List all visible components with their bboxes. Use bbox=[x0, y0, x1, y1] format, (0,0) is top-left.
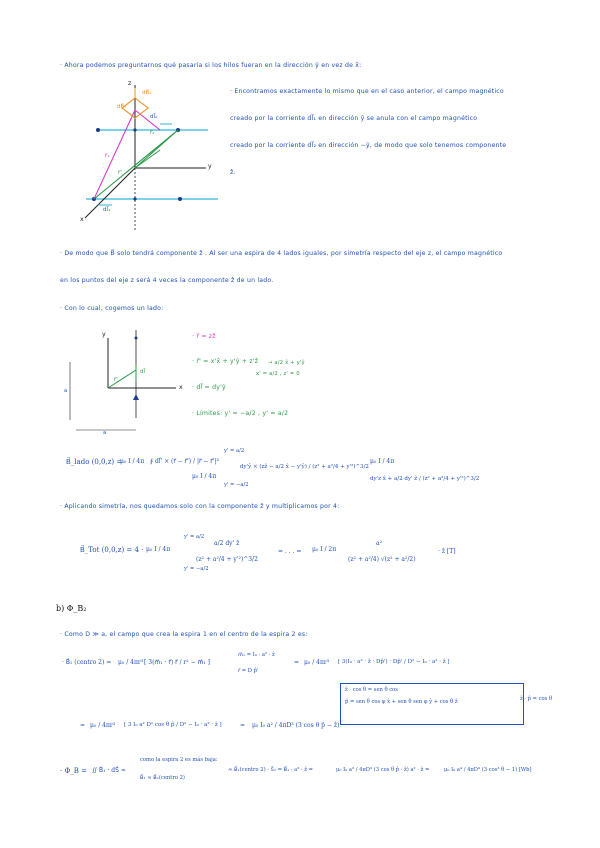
eq4-result: μ₀ I₀ a² / 4πD³ (3 cos θ p̂ − ẑ) bbox=[252, 722, 340, 729]
fig2-side-a-label: a bbox=[64, 388, 68, 394]
eq1-const3: μ₀ I / 4π bbox=[370, 458, 395, 465]
eq2-lim-dn: y' = −a/2 bbox=[184, 566, 209, 572]
r2-label: r⃗₂ bbox=[150, 130, 155, 136]
eq5-result-2: μ₀ I₀ a² / 4πD³ (3 cos θ p̂ · ẑ) a² · ẑ = bbox=[336, 767, 430, 773]
paragraph-line-2: creado por la corriente dl⃗₁ en dirección ŷ se anula con el campo magnético bbox=[230, 115, 478, 122]
paragraph-line-1: · Encontramos exactamente lo mismo que en el caso anterior, el campo magnético bbox=[230, 88, 504, 95]
fig2-y-label: y bbox=[102, 331, 106, 338]
rprime2-label: r⃗' bbox=[118, 170, 122, 176]
eq3-brace-r: r⃗ = D p̂' bbox=[238, 668, 259, 674]
axis-x-label: x bbox=[80, 216, 84, 223]
dB2-label: dB⃗₂ bbox=[117, 104, 127, 110]
def-rprime-result: → a/2 x̂ + y'ŷ bbox=[268, 360, 305, 366]
identity-box bbox=[340, 683, 524, 725]
eq3-eq: = bbox=[294, 659, 300, 666]
axis-y-label: y bbox=[208, 163, 212, 170]
def-dl: · dl⃗ = dy'ŷ bbox=[192, 384, 226, 391]
eq2-frac-den: (z² + a²/4) √(z² + a²/2) bbox=[348, 556, 416, 563]
fig2-r-label: r⃗' bbox=[114, 377, 118, 383]
paragraph-line-3: creado por la corriente dl⃗₂ en dirección −ŷ, de modo que solo tenemos componente bbox=[230, 142, 507, 149]
eq4-eq2: = bbox=[240, 722, 246, 729]
paragraph-line-4: ẑ. bbox=[230, 169, 236, 176]
rprime-label: r⃗' bbox=[150, 151, 154, 157]
dB1-label: dB⃗₁ bbox=[142, 90, 152, 96]
identity-line-1: ẑ · cos θ = sen θ cos bbox=[345, 687, 398, 693]
dipole-intro: · Como D ≫ a, el campo que crea la espira 1 en el centro de la espira 2 es: bbox=[60, 631, 308, 638]
eq3-brace-m: m⃗₁ = I₀ · a² · ẑ bbox=[238, 652, 275, 658]
eq2-const: μ₀ I / 4π bbox=[146, 546, 171, 553]
eq5-result-1: ≈ B⃗₁(centro 2) · S⃗₂ = B⃗₁ · a² · ẑ = bbox=[228, 767, 314, 773]
eq5-lhs: · Φ_B = bbox=[60, 767, 87, 775]
identity-line-2: p̂ = sen θ cos φ x̂ + sen θ sen φ ŷ + cos θ ẑ bbox=[345, 699, 458, 705]
simplify-line: · Aplicando simetría, nos quedamos solo con la componente ẑ y multiplicamos por 4: bbox=[60, 503, 340, 510]
one-side-line: · Con lo cual, cogemos un lado: bbox=[60, 305, 164, 312]
eq4-frac: [ 3 I₀ a² D² cos θ p̂ / D² − I₀ · a² · ẑ ] bbox=[124, 722, 222, 728]
eq4-eq: = bbox=[80, 722, 86, 729]
eq2-lim-up: y' = a/2 bbox=[184, 534, 205, 540]
identity-result: ẑ · p̂ = cos θ bbox=[520, 696, 553, 702]
eq4-const: μ₀ / 4πr³ bbox=[90, 722, 116, 729]
def-r: · r⃗ = zẑ bbox=[192, 333, 216, 340]
fig2-x-label: x bbox=[179, 384, 183, 391]
axis-z-label: z bbox=[128, 80, 132, 87]
eq2-den: (z² + a²/4 + y'²)^3/2 bbox=[196, 556, 258, 563]
eq1-const2: μ₀ I / 4π bbox=[192, 473, 217, 480]
eq1-integrand2: dy'ŷ × (zẑ − a/2 x̂ − y'ŷ) / (z² + a²/4 + y'²)^3/2 bbox=[240, 464, 369, 470]
symmetry-line-2: en los puntos del eje z será 4 veces la componente ẑ de un lado. bbox=[60, 277, 274, 284]
eq1-lim-up: y' = a/2 bbox=[224, 448, 245, 454]
eq1-integrand3: dy'z x̂ + a/2 dy' ẑ / (z² + a²/4 + y'²)^3/2 bbox=[370, 476, 480, 482]
eq3-const2: μ₀ / 4πr³ bbox=[304, 659, 330, 666]
eq2-dots: = . . . = bbox=[278, 548, 302, 555]
eq1-lhs: B⃗_lado (0,0,z) = bbox=[66, 458, 123, 466]
fig2-dl-label: dl⃗ bbox=[140, 369, 146, 375]
eq1-integrand1: ∮ dl⃗' × (r⃗ − r⃗') / |r⃗ − r⃗'|³ bbox=[150, 458, 219, 465]
eq5-cond-2: B⃗₁ ≈ B⃗₁(centro 2) bbox=[140, 775, 185, 781]
eq2-num: a/2 dy' ẑ bbox=[214, 540, 240, 547]
eq1-const1: μ₀ I / 4π bbox=[120, 458, 145, 465]
symmetry-line-1: · De modo que B⃗ solo tendrá componente ẑ . Al ser una espira de 4 lados iguales, por simetría respecto del eje z, el campo magnético bbox=[60, 250, 503, 257]
eq5-integral: ∬ B⃗₁ · dS⃗ ≈ bbox=[92, 767, 126, 774]
eq2-frac-num: a² bbox=[376, 540, 382, 547]
section-b-heading: b) Φ_B₂ bbox=[56, 604, 87, 613]
eq5-cond-1: como la espira 2 es más baja: bbox=[140, 757, 218, 763]
dl1-label: dl⃗₁ bbox=[103, 207, 111, 213]
eq2-tail: · ẑ [T] bbox=[438, 548, 456, 555]
eq2-const2: μ₀ I / 2π bbox=[312, 546, 337, 553]
fig2-bottom-a-label: a bbox=[103, 430, 107, 436]
dl2-label: dl⃗₂ bbox=[150, 114, 158, 120]
eq2-lhs: B⃗_Tot (0,0,z) = 4 · bbox=[80, 546, 144, 554]
eq3-frac: [ 3(m⃗₁ · r⃗) r⃗ / r² − m⃗₁ ] bbox=[144, 659, 211, 666]
eq1-lim-dn: y' = −a/2 bbox=[224, 482, 249, 488]
def-limits: · Límites: y' = −a/2 , y' = a/2 bbox=[192, 410, 289, 417]
eq3-frac2: [ 3(I₀ · a² · ẑ · Dp̂') · Dp̂' / D² − I₀ · a² · ẑ ] bbox=[338, 659, 450, 665]
def-cond: x' = a/2 , z' = 0 bbox=[256, 371, 300, 377]
eq5-result-3: μ₀ I₀ a⁴ / 4πD³ (3 cos² θ − 1) [Wb] bbox=[444, 767, 532, 773]
r1-label: r⃗₁ bbox=[105, 153, 110, 159]
intro-text: · Ahora podemos preguntarnos qué pasaría si los hilos fueran en la dirección ŷ en vez de x̂: bbox=[60, 62, 362, 69]
def-rprime: · r⃗' = x'x̂ + y'ŷ + z'ẑ bbox=[192, 358, 259, 365]
eq3-lhs: · B⃗₁ (centro 2) = bbox=[62, 659, 112, 666]
eq3-const: μ₀ / 4πr³ bbox=[118, 659, 144, 666]
